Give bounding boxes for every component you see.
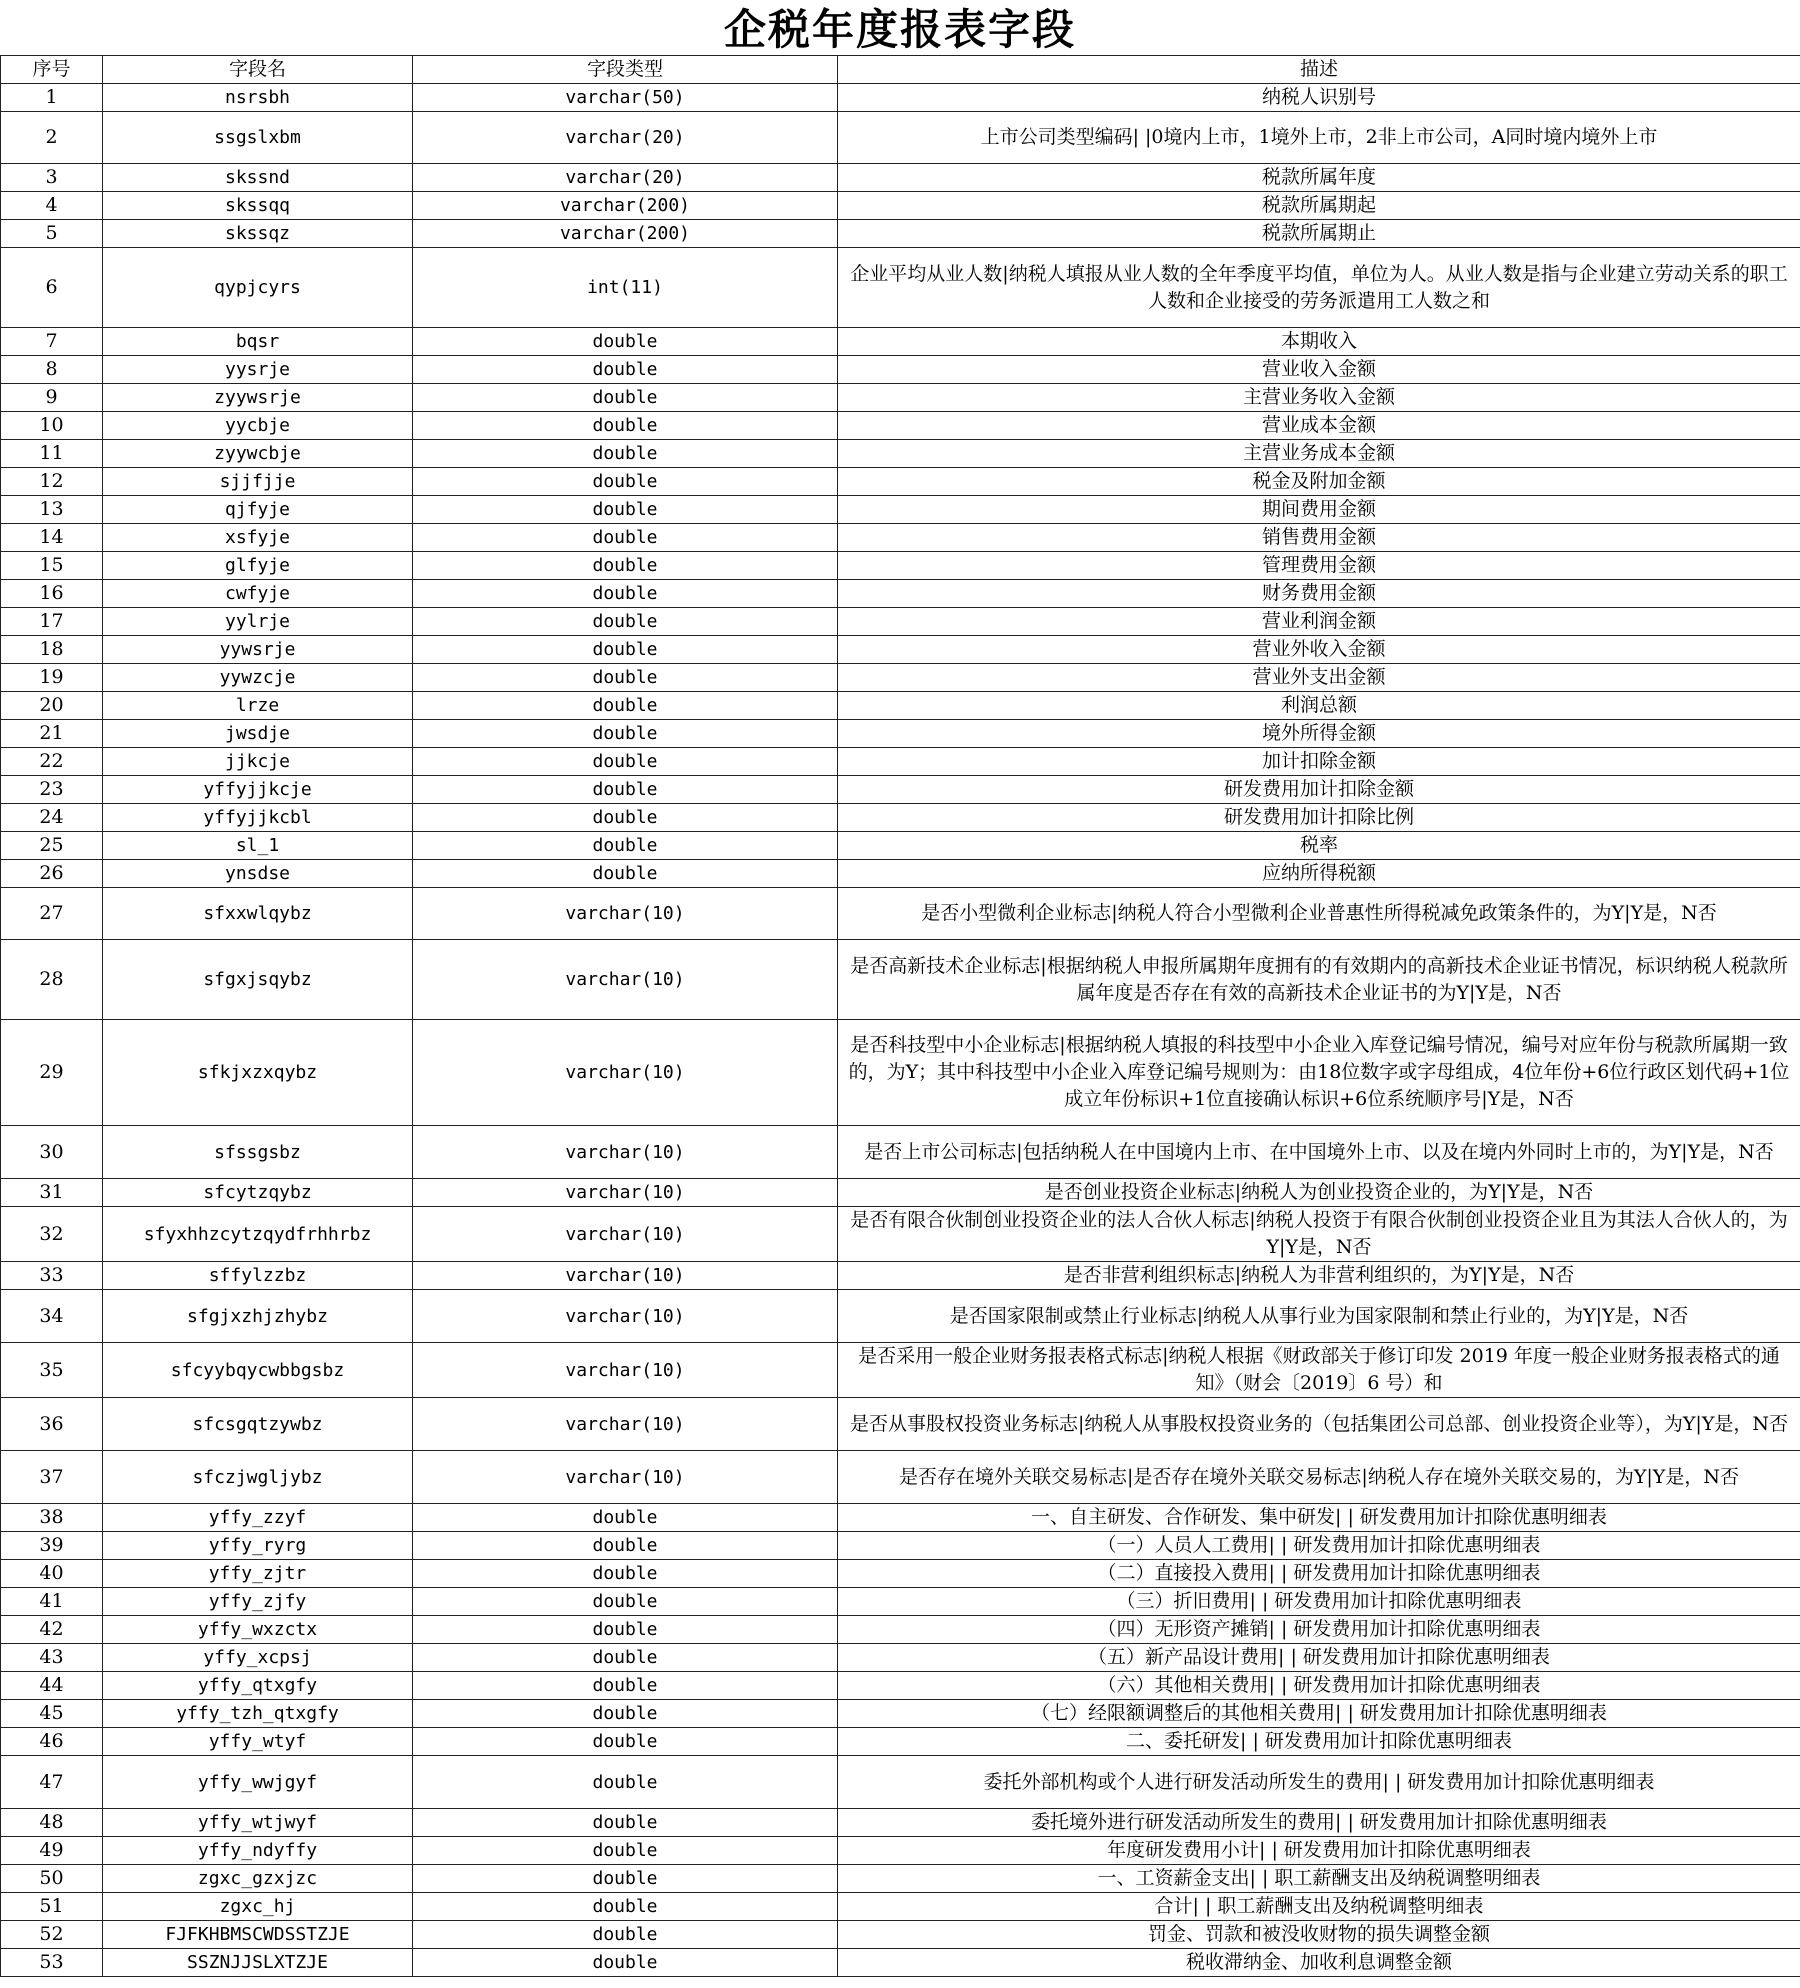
table-row	[1, 1532, 1800, 1560]
row-field-type: double	[413, 1700, 838, 1728]
row-description: 是否非营利组织标志|纳税人为非营利组织的，为Y|Y是，N否	[838, 1262, 1800, 1290]
table-row	[1, 748, 1800, 776]
table-row	[1, 468, 1800, 496]
row-description: 是否国家限制或禁止行业标志|纳税人从事行业为国家限制和禁止行业的，为Y|Y是，N否	[838, 1290, 1800, 1343]
row-description: （六）其他相关费用| | 研发费用加计扣除优惠明细表	[838, 1672, 1800, 1700]
table-row	[1, 1728, 1800, 1756]
row-field-type: varchar(20)	[413, 164, 838, 192]
row-field-name: zgxc_gzxjzc	[103, 1865, 413, 1893]
table-row	[1, 940, 1800, 1020]
row-field-name: lrze	[103, 692, 413, 720]
row-field-type: double	[413, 1837, 838, 1865]
row-field-name: yffy_zzyf	[103, 1504, 413, 1532]
row-description: 是否上市公司标志|包括纳税人在中国境内上市、在中国境外上市、以及在境内外同时上市的，为Y|Y是，N否	[838, 1126, 1800, 1179]
row-description: 税金及附加金额	[838, 468, 1800, 496]
row-description: 是否从事股权投资业务标志|纳税人从事股权投资业务的（包括集团公司总部、创业投资企业等），为Y|Y是，N否	[838, 1398, 1800, 1451]
row-field-name: yffy_wwjgyf	[103, 1756, 413, 1809]
row-description: 研发费用加计扣除比例	[838, 804, 1800, 832]
row-seq: 9	[1, 384, 103, 412]
table-row	[1, 580, 1800, 608]
table-header-row	[1, 56, 1800, 84]
row-description: 税率	[838, 832, 1800, 860]
row-field-name: sfczjwgljybz	[103, 1451, 413, 1504]
row-field-type: double	[413, 496, 838, 524]
row-description: 营业成本金额	[838, 412, 1800, 440]
row-seq: 8	[1, 356, 103, 384]
row-field-type: double	[413, 1644, 838, 1672]
row-seq: 48	[1, 1809, 103, 1837]
table-row	[1, 1756, 1800, 1809]
row-description: 上市公司类型编码| |0境内上市，1境外上市，2非上市公司，A同时境内境外上市	[838, 112, 1800, 164]
row-seq: 33	[1, 1262, 103, 1290]
row-field-name: yffy_wtyf	[103, 1728, 413, 1756]
row-seq: 3	[1, 164, 103, 192]
table-row	[1, 692, 1800, 720]
row-description: 委托外部机构或个人进行研发活动所发生的费用| | 研发费用加计扣除优惠明细表	[838, 1756, 1800, 1809]
row-seq: 25	[1, 832, 103, 860]
row-description: 应纳所得税额	[838, 860, 1800, 888]
row-field-name: qypjcyrs	[103, 248, 413, 328]
row-field-type: double	[413, 720, 838, 748]
row-description: 加计扣除金额	[838, 748, 1800, 776]
table-row	[1, 1290, 1800, 1343]
row-description: 营业外收入金额	[838, 636, 1800, 664]
row-field-name: sfcyybqycwbbgsbz	[103, 1343, 413, 1398]
row-field-name: sjjfjje	[103, 468, 413, 496]
row-field-name: jjkcje	[103, 748, 413, 776]
table-row	[1, 1560, 1800, 1588]
row-seq: 50	[1, 1865, 103, 1893]
row-seq: 39	[1, 1532, 103, 1560]
table-row	[1, 1126, 1800, 1179]
table-row	[1, 328, 1800, 356]
row-field-type: double	[413, 860, 838, 888]
row-field-name: zyywcbje	[103, 440, 413, 468]
row-field-type: double	[413, 1728, 838, 1756]
row-description: 二、委托研发| | 研发费用加计扣除优惠明细表	[838, 1728, 1800, 1756]
row-field-type: double	[413, 608, 838, 636]
row-description: 利润总额	[838, 692, 1800, 720]
row-field-name: sffylzzbz	[103, 1262, 413, 1290]
table-row	[1, 496, 1800, 524]
row-field-name: yffy_ryrg	[103, 1532, 413, 1560]
row-field-type: varchar(10)	[413, 1207, 838, 1262]
table-row	[1, 1837, 1800, 1865]
row-field-type: varchar(10)	[413, 1179, 838, 1207]
row-field-name: yffy_wxzctx	[103, 1616, 413, 1644]
row-seq: 52	[1, 1921, 103, 1949]
row-seq: 4	[1, 192, 103, 220]
row-field-type: double	[413, 804, 838, 832]
row-field-type: double	[413, 1921, 838, 1949]
row-description: 营业利润金额	[838, 608, 1800, 636]
table-row	[1, 1262, 1800, 1290]
row-field-name: yffyjjkcje	[103, 776, 413, 804]
table-row	[1, 384, 1800, 412]
table-row	[1, 1616, 1800, 1644]
row-description: （二）直接投入费用| | 研发费用加计扣除优惠明细表	[838, 1560, 1800, 1588]
row-field-name: glfyje	[103, 552, 413, 580]
row-seq: 32	[1, 1207, 103, 1262]
row-seq: 34	[1, 1290, 103, 1343]
row-description: 一、工资薪金支出| | 职工薪酬支出及纳税调整明细表	[838, 1865, 1800, 1893]
row-description: （一）人员人工费用| | 研发费用加计扣除优惠明细表	[838, 1532, 1800, 1560]
row-seq: 1	[1, 84, 103, 112]
row-field-type: double	[413, 692, 838, 720]
row-seq: 49	[1, 1837, 103, 1865]
table-row	[1, 720, 1800, 748]
row-field-type: double	[413, 384, 838, 412]
row-field-type: double	[413, 580, 838, 608]
row-description: 本期收入	[838, 328, 1800, 356]
row-field-type: double	[413, 1809, 838, 1837]
table-row	[1, 412, 1800, 440]
row-field-type: double	[413, 776, 838, 804]
row-description: 纳税人识别号	[838, 84, 1800, 112]
row-seq: 21	[1, 720, 103, 748]
row-description: 是否采用一般企业财务报表格式标志|纳税人根据《财政部关于修订印发 2019 年度一般企业财务报表格式的通知》（财会〔2019〕6 号）和	[838, 1343, 1800, 1398]
page-title: 企税年度报表字段	[723, 5, 1076, 54]
table-row	[1, 608, 1800, 636]
row-seq: 11	[1, 440, 103, 468]
row-field-type: double	[413, 1672, 838, 1700]
table-row	[1, 1949, 1800, 1977]
table-row	[1, 220, 1800, 248]
row-field-name: jwsdje	[103, 720, 413, 748]
row-seq: 42	[1, 1616, 103, 1644]
row-description: 一、自主研发、合作研发、集中研发| | 研发费用加计扣除优惠明细表	[838, 1504, 1800, 1532]
row-seq: 46	[1, 1728, 103, 1756]
row-field-type: varchar(10)	[413, 1020, 838, 1126]
table-row	[1, 164, 1800, 192]
row-field-type: double	[413, 664, 838, 692]
row-seq: 5	[1, 220, 103, 248]
row-seq: 45	[1, 1700, 103, 1728]
row-seq: 7	[1, 328, 103, 356]
row-field-name: yywsrje	[103, 636, 413, 664]
row-description: 是否存在境外关联交易标志|是否存在境外关联交易标志|纳税人存在境外关联交易的，为Y|Y是，N否	[838, 1451, 1800, 1504]
table-row	[1, 888, 1800, 940]
row-seq: 12	[1, 468, 103, 496]
row-field-name: skssqz	[103, 220, 413, 248]
table-row	[1, 1865, 1800, 1893]
row-description: 是否创业投资企业标志|纳税人为创业投资企业的，为Y|Y是，N否	[838, 1179, 1800, 1207]
row-field-type: varchar(10)	[413, 1343, 838, 1398]
row-seq: 44	[1, 1672, 103, 1700]
row-seq: 15	[1, 552, 103, 580]
row-description: （三）折旧费用| | 研发费用加计扣除优惠明细表	[838, 1588, 1800, 1616]
header-field-name: 字段名	[103, 56, 413, 84]
row-seq: 35	[1, 1343, 103, 1398]
row-seq: 47	[1, 1756, 103, 1809]
row-description: 合计| | 职工薪酬支出及纳税调整明细表	[838, 1893, 1800, 1921]
row-description: 税收滞纳金、加收利息调整金额	[838, 1949, 1800, 1977]
row-field-type: double	[413, 1588, 838, 1616]
table-row	[1, 1893, 1800, 1921]
row-seq: 2	[1, 112, 103, 164]
row-field-name: bqsr	[103, 328, 413, 356]
row-field-name: sfcsgqtzywbz	[103, 1398, 413, 1451]
row-field-type: double	[413, 552, 838, 580]
row-seq: 23	[1, 776, 103, 804]
row-field-type: double	[413, 636, 838, 664]
row-field-type: varchar(10)	[413, 1451, 838, 1504]
row-seq: 37	[1, 1451, 103, 1504]
row-field-name: yffy_qtxgfy	[103, 1672, 413, 1700]
row-field-name: sfyxhhzcytzqydfrhhrbz	[103, 1207, 413, 1262]
row-field-name: skssqq	[103, 192, 413, 220]
row-field-name: yylrje	[103, 608, 413, 636]
row-description: 主营业务收入金额	[838, 384, 1800, 412]
row-seq: 10	[1, 412, 103, 440]
row-seq: 31	[1, 1179, 103, 1207]
row-description: 是否科技型中小企业标志|根据纳税人填报的科技型中小企业入库登记编号情况，编号对应年份与税款所属期一致的，为Y；其中科技型中小企业入库登记编号规则为：由18位数字或字母组成，4位年份+6位行政区划代码+1位成立年份标识+1位直接确认标识+6位系统顺序号|Y是，N否	[838, 1020, 1800, 1126]
row-description: 税款所属期起	[838, 192, 1800, 220]
row-field-name: ynsdse	[103, 860, 413, 888]
row-field-type: varchar(10)	[413, 888, 838, 940]
row-field-name: xsfyje	[103, 524, 413, 552]
row-seq: 38	[1, 1504, 103, 1532]
row-field-type: varchar(10)	[413, 1290, 838, 1343]
table-row	[1, 84, 1800, 112]
table-row	[1, 248, 1800, 328]
row-description: 销售费用金额	[838, 524, 1800, 552]
row-description: 罚金、罚款和被没收财物的损失调整金额	[838, 1921, 1800, 1949]
row-field-type: double	[413, 412, 838, 440]
row-description: 境外所得金额	[838, 720, 1800, 748]
row-field-name: cwfyje	[103, 580, 413, 608]
row-description: 是否小型微利企业标志|纳税人符合小型微利企业普惠性所得税减免政策条件的，为Y|Y是，N否	[838, 888, 1800, 940]
row-description: （五）新产品设计费用| | 研发费用加计扣除优惠明细表	[838, 1644, 1800, 1672]
table-row	[1, 440, 1800, 468]
row-description: （四）无形资产摊销| | 研发费用加计扣除优惠明细表	[838, 1616, 1800, 1644]
table-row	[1, 1809, 1800, 1837]
row-field-type: double	[413, 1532, 838, 1560]
row-field-name: sl_1	[103, 832, 413, 860]
row-field-type: double	[413, 748, 838, 776]
row-field-type: double	[413, 524, 838, 552]
row-description: 营业外支出金额	[838, 664, 1800, 692]
row-field-type: double	[413, 1616, 838, 1644]
table-row	[1, 664, 1800, 692]
table-row	[1, 192, 1800, 220]
row-description: 是否有限合伙制创业投资企业的法人合伙人标志|纳税人投资于有限合伙制创业投资企业且为其法人合伙人的，为Y|Y是，N否	[838, 1207, 1800, 1262]
header-description: 描述	[838, 56, 1800, 84]
row-seq: 20	[1, 692, 103, 720]
table-row	[1, 1644, 1800, 1672]
table-row	[1, 1020, 1800, 1126]
row-field-name: yffy_xcpsj	[103, 1644, 413, 1672]
row-seq: 13	[1, 496, 103, 524]
row-description: 财务费用金额	[838, 580, 1800, 608]
table-row	[1, 1343, 1800, 1398]
table-row	[1, 524, 1800, 552]
row-field-name: yffy_wtjwyf	[103, 1809, 413, 1837]
table-row	[1, 1921, 1800, 1949]
table-row	[1, 1398, 1800, 1451]
table-row	[1, 1588, 1800, 1616]
table-row	[1, 356, 1800, 384]
row-field-name: sfgxjsqybz	[103, 940, 413, 1020]
row-field-name: sfcytzqybz	[103, 1179, 413, 1207]
row-field-type: int(11)	[413, 248, 838, 328]
table-row	[1, 552, 1800, 580]
table-row	[1, 804, 1800, 832]
row-field-name: yysrje	[103, 356, 413, 384]
row-field-type: double	[413, 1893, 838, 1921]
row-description: 是否高新技术企业标志|根据纳税人申报所属期年度拥有的有效期内的高新技术企业证书情况，标识纳税人税款所属年度是否存在有效的高新技术企业证书的为Y|Y是，N否	[838, 940, 1800, 1020]
row-seq: 18	[1, 636, 103, 664]
row-field-type: double	[413, 468, 838, 496]
table-row	[1, 776, 1800, 804]
row-field-name: ssgslxbm	[103, 112, 413, 164]
table-row	[1, 1504, 1800, 1532]
row-seq: 30	[1, 1126, 103, 1179]
row-field-type: double	[413, 1949, 838, 1977]
table-row	[1, 1451, 1800, 1504]
row-field-type: double	[413, 440, 838, 468]
row-seq: 24	[1, 804, 103, 832]
table-row	[1, 1207, 1800, 1262]
row-description: 税款所属年度	[838, 164, 1800, 192]
row-field-name: SSZNJJSLXTZJE	[103, 1949, 413, 1977]
field-table	[0, 55, 1800, 1977]
row-field-name: qjfyje	[103, 496, 413, 524]
row-field-type: varchar(200)	[413, 192, 838, 220]
row-field-name: sfssgsbz	[103, 1126, 413, 1179]
table-row	[1, 112, 1800, 164]
table-row	[1, 1179, 1800, 1207]
table-row	[1, 1672, 1800, 1700]
row-field-name: sfgjxzhjzhybz	[103, 1290, 413, 1343]
row-field-type: varchar(20)	[413, 112, 838, 164]
row-seq: 27	[1, 888, 103, 940]
row-description: 期间费用金额	[838, 496, 1800, 524]
row-seq: 36	[1, 1398, 103, 1451]
row-seq: 16	[1, 580, 103, 608]
row-seq: 41	[1, 1588, 103, 1616]
row-field-name: zgxc_hj	[103, 1893, 413, 1921]
row-field-type: varchar(10)	[413, 1398, 838, 1451]
row-field-type: varchar(50)	[413, 84, 838, 112]
row-field-type: double	[413, 356, 838, 384]
table-row	[1, 832, 1800, 860]
row-field-type: double	[413, 832, 838, 860]
row-field-type: varchar(200)	[413, 220, 838, 248]
table-row	[1, 636, 1800, 664]
row-description: 主营业务成本金额	[838, 440, 1800, 468]
row-field-type: double	[413, 1756, 838, 1809]
row-description: 委托境外进行研发活动所发生的费用| | 研发费用加计扣除优惠明细表	[838, 1809, 1800, 1837]
row-field-name: yffy_zjtr	[103, 1560, 413, 1588]
row-field-type: varchar(10)	[413, 940, 838, 1020]
row-field-name: FJFKHBMSCWDSSTZJE	[103, 1921, 413, 1949]
header-field-type: 字段类型	[413, 56, 838, 84]
row-field-type: double	[413, 1560, 838, 1588]
row-seq: 53	[1, 1949, 103, 1977]
row-field-name: yywzcje	[103, 664, 413, 692]
header-seq: 序号	[1, 56, 103, 84]
row-seq: 43	[1, 1644, 103, 1672]
row-description: （七）经限额调整后的其他相关费用| | 研发费用加计扣除优惠明细表	[838, 1700, 1800, 1728]
row-field-name: nsrsbh	[103, 84, 413, 112]
row-field-name: yffyjjkcbl	[103, 804, 413, 832]
table-body	[1, 84, 1800, 1977]
row-description: 企业平均从业人数|纳税人填报从业人数的全年季度平均值，单位为人。从业人数是指与企业建立劳动关系的职工人数和企业接受的劳务派遣用工人数之和	[838, 248, 1800, 328]
row-seq: 29	[1, 1020, 103, 1126]
row-field-type: varchar(10)	[413, 1126, 838, 1179]
row-seq: 19	[1, 664, 103, 692]
table-row	[1, 1700, 1800, 1728]
row-field-name: yffy_tzh_qtxgfy	[103, 1700, 413, 1728]
table-row	[1, 860, 1800, 888]
row-description: 研发费用加计扣除金额	[838, 776, 1800, 804]
row-description: 管理费用金额	[838, 552, 1800, 580]
row-field-name: zyywsrje	[103, 384, 413, 412]
row-field-name: yffy_ndyffy	[103, 1837, 413, 1865]
row-field-name: yffy_zjfy	[103, 1588, 413, 1616]
row-seq: 40	[1, 1560, 103, 1588]
row-field-type: double	[413, 1504, 838, 1532]
row-seq: 28	[1, 940, 103, 1020]
row-seq: 51	[1, 1893, 103, 1921]
row-description: 税款所属期止	[838, 220, 1800, 248]
row-seq: 26	[1, 860, 103, 888]
row-field-name: yycbje	[103, 412, 413, 440]
row-field-type: varchar(10)	[413, 1262, 838, 1290]
row-description: 营业收入金额	[838, 356, 1800, 384]
row-seq: 22	[1, 748, 103, 776]
row-seq: 6	[1, 248, 103, 328]
row-seq: 17	[1, 608, 103, 636]
row-field-name: sfxxwlqybz	[103, 888, 413, 940]
row-field-name: sfkjxzxqybz	[103, 1020, 413, 1126]
row-field-type: double	[413, 1865, 838, 1893]
row-description: 年度研发费用小计| | 研发费用加计扣除优惠明细表	[838, 1837, 1800, 1865]
row-seq: 14	[1, 524, 103, 552]
row-field-name: skssnd	[103, 164, 413, 192]
row-field-type: double	[413, 328, 838, 356]
